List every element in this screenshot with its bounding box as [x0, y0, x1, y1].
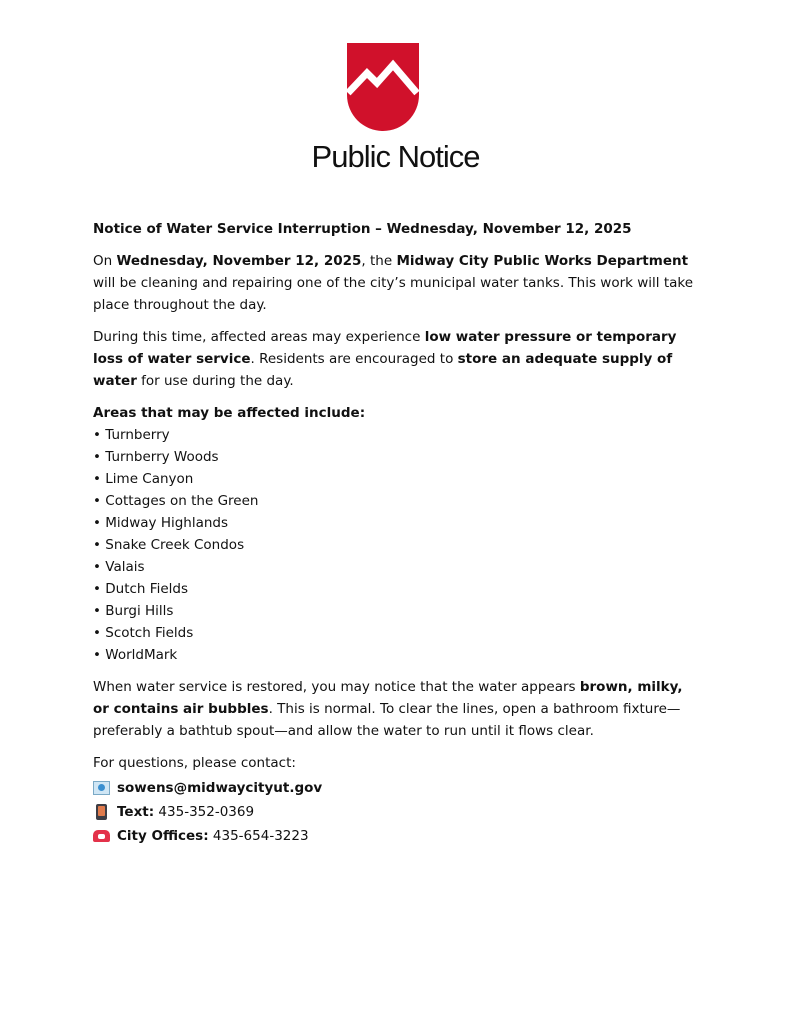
telephone-icon: [93, 830, 110, 842]
contact-email[interactable]: [93, 776, 703, 800]
areas-list: [93, 424, 703, 666]
envelope-icon: [93, 781, 110, 795]
office-number[interactable]: 435-654-3223: [208, 828, 309, 844]
contact-text[interactable]: [93, 800, 703, 824]
list-item: • Turnberry: [93, 424, 703, 446]
list-item: • Valais: [93, 556, 703, 578]
paragraph-impact: During this time, affected areas may experience low water pressure or temporary loss of water service. Residents are encouraged to store an adequate supply of water for use during the day.: [93, 329, 677, 389]
list-item: • Cottages on the Green: [93, 490, 703, 512]
notice-heading: Notice of Water Service Interruption – Wednesday, November 12, 2025: [93, 221, 632, 237]
text-number[interactable]: 435-352-0369: [154, 804, 255, 820]
paragraph-intro: On Wednesday, November 12, 2025, the Midway City Public Works Department will be cleaning and repairing one of the city’s municipal water tanks. This work will take place throughout the day.: [93, 253, 694, 313]
contact-office[interactable]: [93, 824, 703, 848]
office-label: City Offices:: [117, 828, 209, 844]
list-item: • WorldMark: [93, 644, 703, 666]
list-item: • Turnberry Woods: [93, 446, 703, 468]
page-title: Public Notice: [311, 139, 480, 174]
list-item: • Lime Canyon: [93, 468, 703, 490]
list-item: • Dutch Fields: [93, 578, 703, 600]
mountain-shield-logo: [347, 43, 419, 131]
list-item: • Scotch Fields: [93, 622, 703, 644]
list-item: • Burgi Hills: [93, 600, 703, 622]
email-address[interactable]: sowens@midwaycityut.gov: [117, 780, 323, 796]
text-label: Text:: [117, 804, 155, 820]
paragraph-restoration: When water service is restored, you may notice that the water appears brown, milky, or contains air bubbles. This is normal. To clear the lines, open a bathroom fixture—preferably a bathtub spout—and allow the water to run until it flows clear.: [93, 679, 683, 739]
notice-body: [93, 218, 703, 848]
areas-heading: Areas that may be affected include:: [93, 405, 366, 421]
mobile-phone-icon: [96, 804, 107, 820]
contact-intro: For questions, please contact:: [93, 755, 296, 771]
list-item: • Midway Highlands: [93, 512, 703, 534]
list-item: • Snake Creek Condos: [93, 534, 703, 556]
